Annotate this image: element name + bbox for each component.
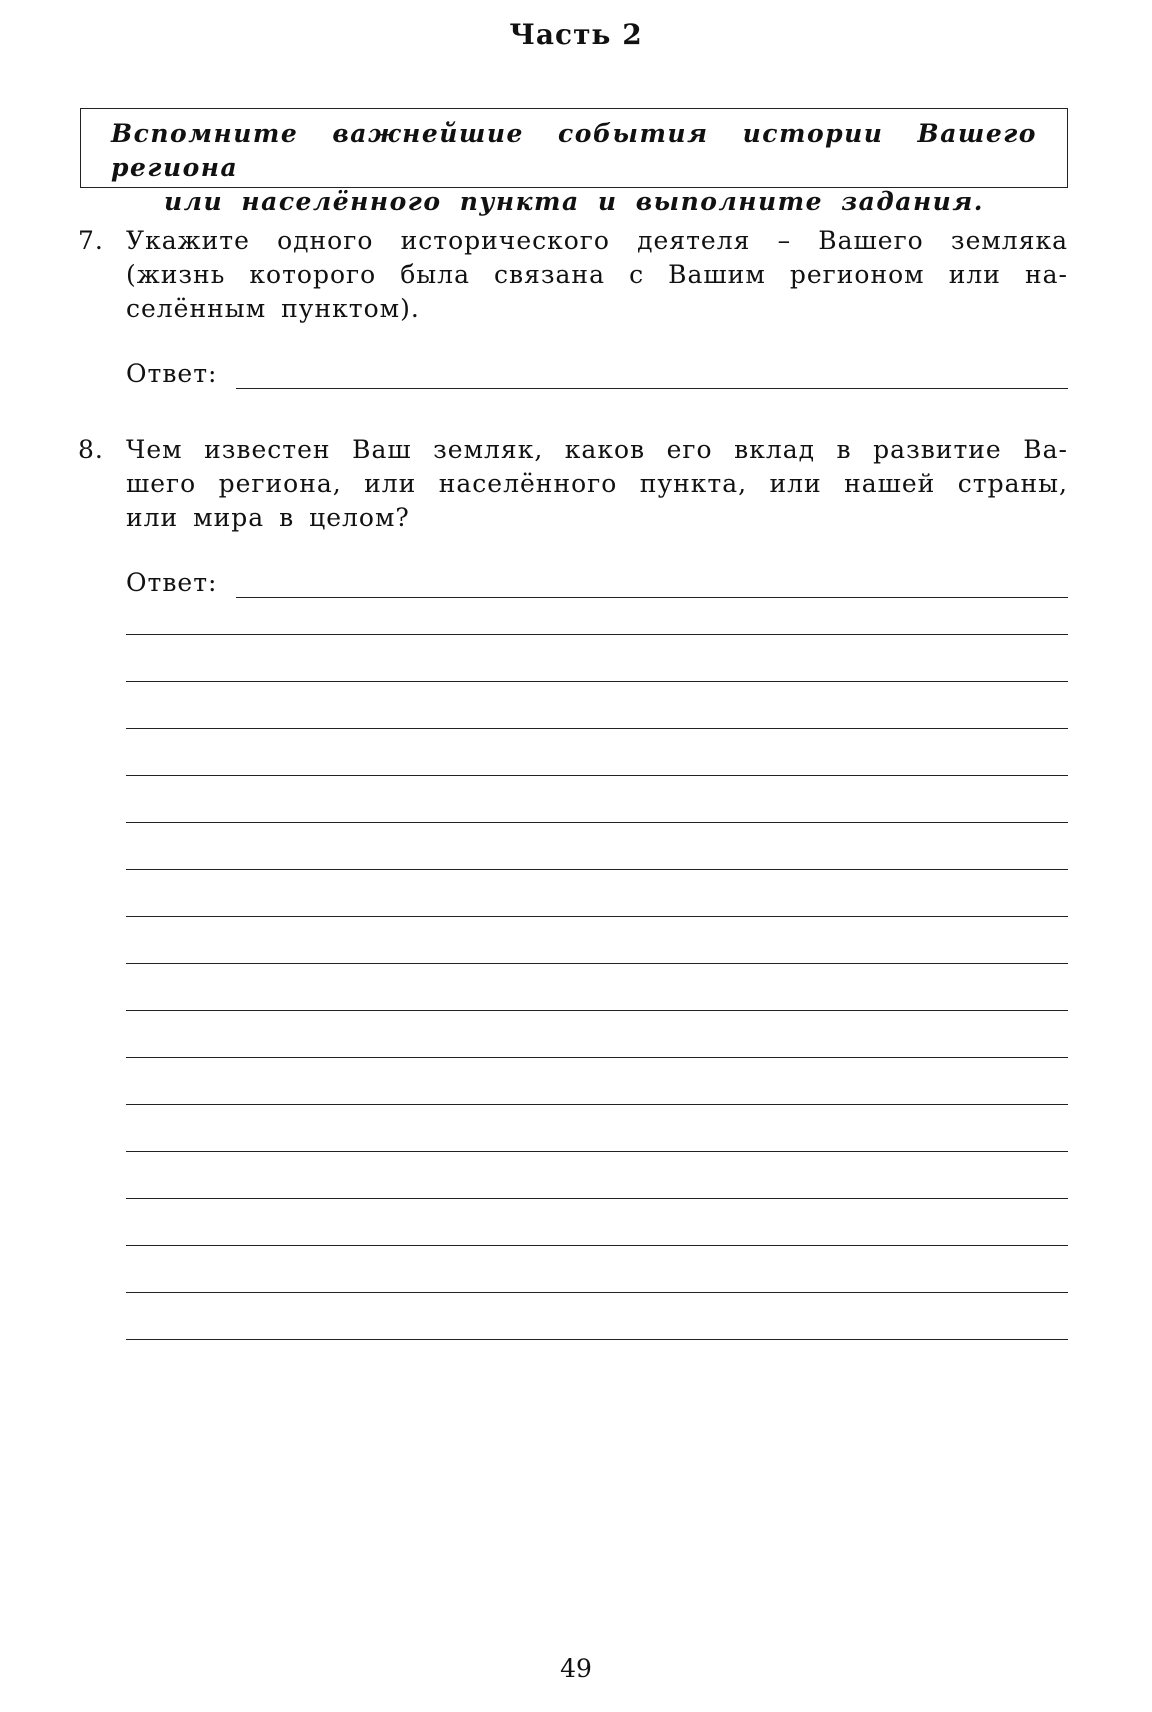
answer-writing-line[interactable]: [126, 775, 1068, 776]
answer-writing-line[interactable]: [126, 634, 1068, 635]
question-number: 7.: [78, 226, 104, 255]
answer-writing-line[interactable]: [126, 1245, 1068, 1246]
answer-writing-line[interactable]: [126, 1151, 1068, 1152]
answer-line[interactable]: [236, 597, 1068, 598]
question-number: 8.: [78, 435, 104, 464]
instruction-line-2: или населённого пункта и выполните задания.: [164, 187, 984, 216]
answer-writing-line[interactable]: [126, 916, 1068, 917]
question-8: [78, 433, 1068, 535]
question-line: (жизнь которого была связана с Вашим регионом или на-: [126, 260, 1068, 289]
answer-writing-line[interactable]: [126, 1198, 1068, 1199]
answer-line[interactable]: [236, 388, 1068, 389]
answer-writing-line[interactable]: [126, 822, 1068, 823]
answer-writing-line[interactable]: [126, 1339, 1068, 1340]
answer-7[interactable]: [126, 357, 1068, 391]
answer-writing-line[interactable]: [126, 963, 1068, 964]
question-line: селённым пунктом).: [126, 294, 420, 323]
answer-writing-line[interactable]: [126, 869, 1068, 870]
page-number: 49: [560, 1654, 592, 1683]
question-text: [126, 433, 1068, 535]
answer-label: Ответ:: [126, 568, 218, 597]
instruction-box: [80, 108, 1068, 216]
answer-writing-line[interactable]: [126, 1010, 1068, 1011]
question-line: шего региона, или населённого пункта, или нашей страны,: [126, 469, 1068, 498]
answer-writing-line[interactable]: [126, 1057, 1068, 1058]
instruction-line-1: Вспомните важнейшие события истории Вашего региона: [111, 119, 1037, 182]
question-7: [78, 224, 1068, 326]
question-line: Укажите одного исторического деятеля – Вашего земляка: [126, 226, 1068, 255]
page-title: Часть 2: [509, 18, 643, 51]
answer-label: Ответ:: [126, 359, 218, 388]
answer-writing-line[interactable]: [126, 1104, 1068, 1105]
question-text: [126, 224, 1068, 326]
answer-writing-line[interactable]: [126, 728, 1068, 729]
answer-writing-line[interactable]: [126, 681, 1068, 682]
question-line: Чем известен Ваш земляк, каков его вклад в развитие Ва-: [126, 435, 1068, 464]
answer-8[interactable]: [126, 566, 1068, 600]
answer-writing-line[interactable]: [126, 1292, 1068, 1293]
question-line: или мира в целом?: [126, 503, 410, 532]
